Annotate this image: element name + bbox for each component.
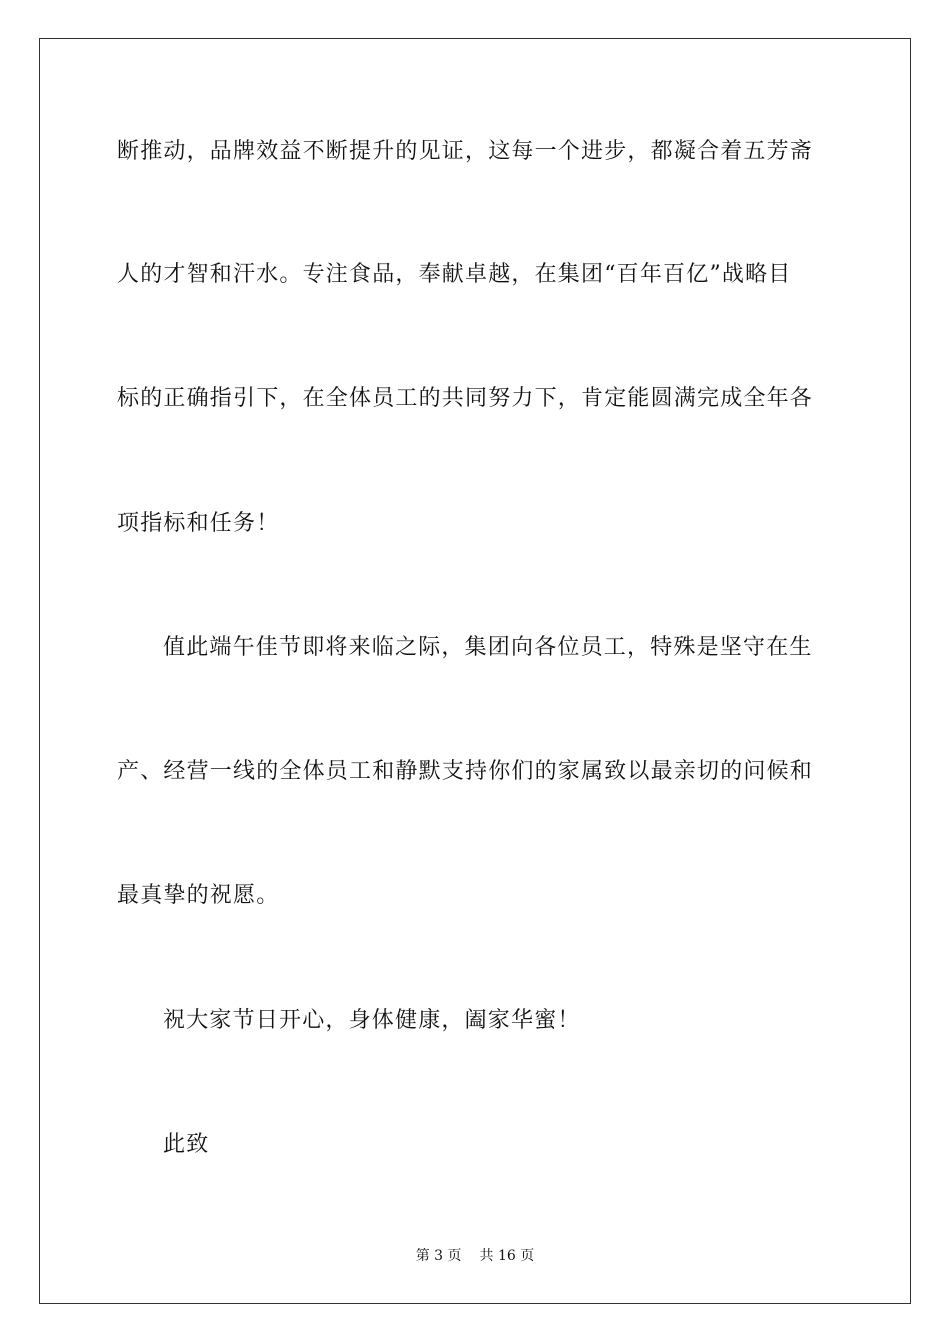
body-line-6: 产、经营一线的全体员工和静默支持你们的家属致以最亲切的问候和 [117, 759, 814, 784]
body-line-3: 标的正确指引下，在全体员工的共同努力下，肯定能圆满完成全年各 [117, 386, 814, 411]
page-number: 第 3 页 [415, 1248, 462, 1264]
page-total: 共 16 页 [479, 1248, 535, 1264]
body-line-8: 祝大家节日开心，身体健康，阖家华蜜！ [163, 1008, 581, 1033]
body-line-5: 值此端午佳节即将来临之际，集团向各位员工，特殊是坚守在生 [163, 635, 813, 660]
body-line-4: 项指标和任务！ [117, 511, 280, 536]
closing-line: 此致 [163, 1132, 210, 1157]
page-footer [0, 1246, 950, 1266]
page-frame [39, 38, 911, 1304]
body-line-2: 人的才智和汗水。专注食品，奉献卓越，在集团“百年百亿”战略目 [117, 262, 792, 287]
body-line-1: 断推动，品牌效益不断提升的见证，这每一个进步，都凝合着五芳斋 [117, 139, 814, 164]
body-line-7: 最真挚的祝愿。 [117, 883, 280, 908]
